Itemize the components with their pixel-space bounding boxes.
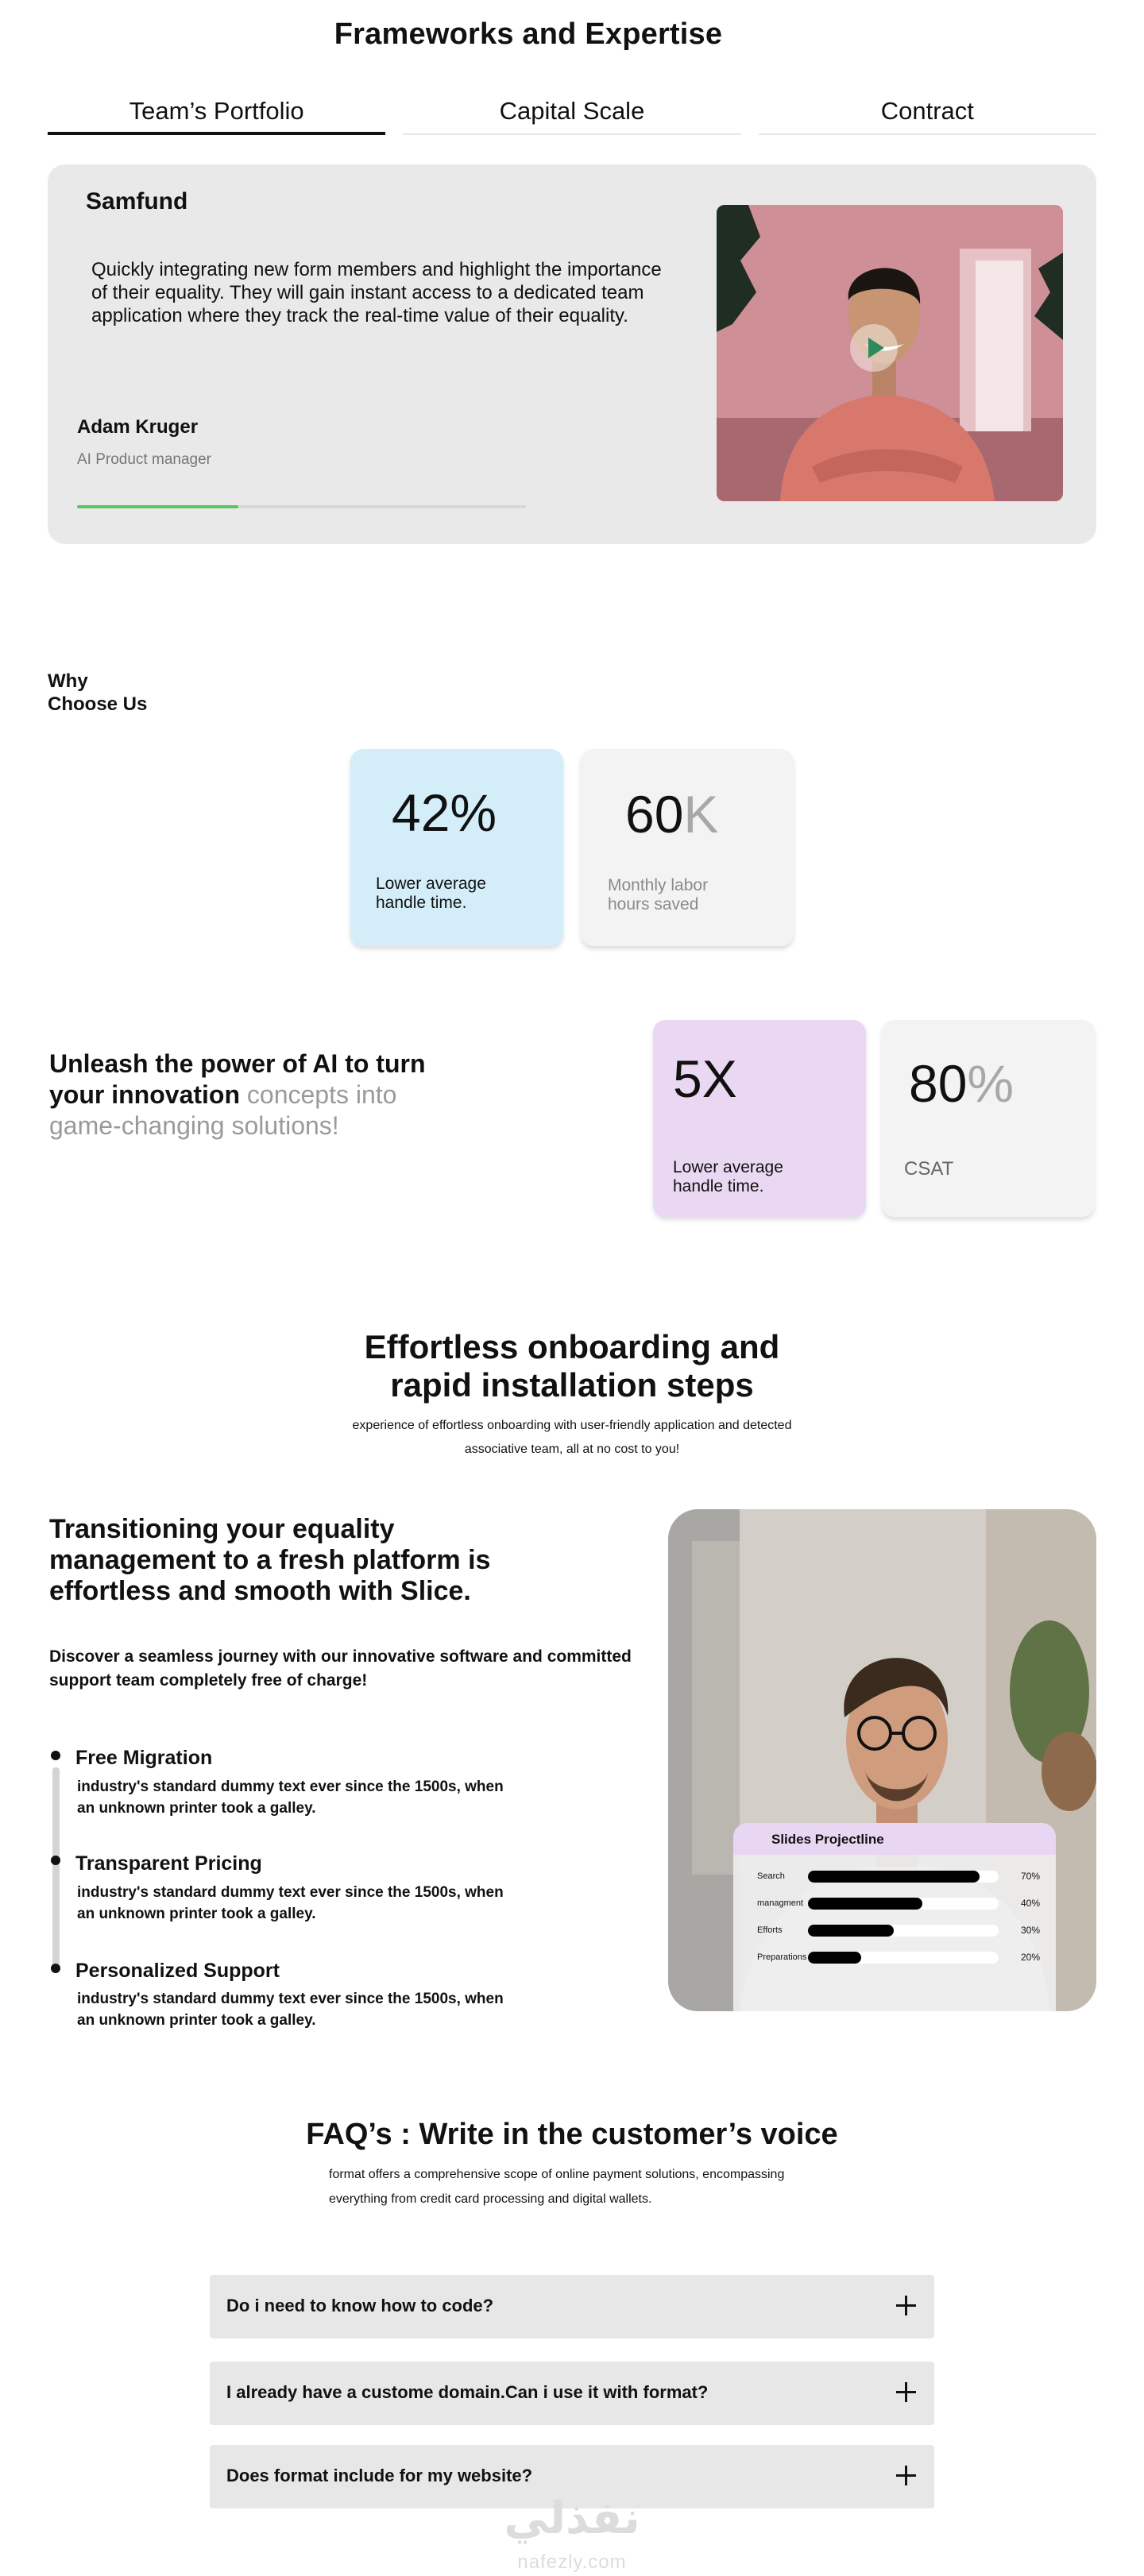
company-name: Samfund <box>86 188 188 214</box>
plus-icon[interactable] <box>895 2381 917 2403</box>
slide-progress-fill <box>77 505 238 508</box>
faq-question: Does format include for my website? <box>226 2466 533 2485</box>
slides-row-percent: 30% <box>1021 1925 1041 1936</box>
faq-item[interactable] <box>210 2362 934 2425</box>
slides-row-track <box>808 1871 999 1883</box>
feature-title: Transparent Pricing <box>75 1852 262 1875</box>
stat-description: Lower average handle time. <box>673 1158 783 1195</box>
stat-card-csat <box>882 1020 1095 1217</box>
stat-value: 60K <box>625 785 719 844</box>
faq-subtitle: format offers a comprehensive scope of online payment solutions, encompassing everything from credit card processing and digital wallets. <box>329 2168 785 2206</box>
testimonial-video[interactable] <box>717 205 1063 501</box>
tab-teams-portfolio[interactable]: Team’s Portfolio <box>48 94 385 135</box>
slides-row-label: Preparations <box>757 1952 807 1962</box>
team-member-photo <box>668 1509 1096 2011</box>
slides-row-track <box>808 1952 999 1964</box>
timeline-dot <box>51 1751 60 1760</box>
portfolio-card <box>48 164 1096 544</box>
onboarding-subtitle: experience of effortless onboarding with user-friendly application and detected associative team, all at no cost to you! <box>352 1419 792 1456</box>
stat-card-labor-hours <box>581 749 794 946</box>
slides-row-percent: 40% <box>1021 1898 1041 1909</box>
feature-title: Free Migration <box>75 1747 213 1769</box>
slides-row-fill <box>808 1952 861 1964</box>
why-choose-us-label <box>48 670 147 716</box>
faq-item[interactable] <box>210 2275 934 2338</box>
stat-card-5x <box>653 1020 866 1217</box>
stat-card-handle-time <box>350 749 563 946</box>
watermark-logo: نفذلي <box>504 2493 640 2544</box>
feature-description: industry's standard dummy text ever since the 1500s, when an unknown printer took a galley. <box>77 1778 504 1817</box>
timeline-dot <box>51 1856 60 1865</box>
stat-value: 80% <box>909 1054 1015 1113</box>
onboarding-title <box>0 1328 1144 1404</box>
timeline-line <box>52 1767 60 1968</box>
slides-card-title: Slides Projectline <box>771 1832 884 1847</box>
faq-question: I already have a custome domain.Can i use it with format? <box>226 2382 709 2402</box>
slides-row-label: managment <box>757 1898 804 1908</box>
person-name: Adam Kruger <box>77 416 199 438</box>
plus-icon[interactable] <box>895 2464 917 2486</box>
slides-projectline-card <box>733 1823 1056 2011</box>
person-role: AI Product manager <box>77 451 211 468</box>
transition-description: Discover a seamless journey with our innovative software and committed support team completely free of charge! <box>49 1647 632 1690</box>
slides-row-fill <box>808 1871 980 1883</box>
stat-value: 42% <box>392 783 497 842</box>
slides-row-track <box>808 1898 999 1910</box>
feature-description: industry's standard dummy text ever since the 1500s, when an unknown printer took a galley. <box>77 1884 504 1922</box>
stat-value: 5X <box>673 1049 737 1108</box>
tab-capital-scale[interactable]: Capital Scale <box>403 94 740 135</box>
timeline-dot <box>51 1964 60 1973</box>
why-label-line2: Choose Us <box>48 693 148 715</box>
slides-row-percent: 70% <box>1021 1871 1041 1882</box>
testimonial-quote: Quickly integrating new form members and highlight the importance of their equality. They will gain instant access to a dedicated team application where they track the real-time value of their equality. <box>91 259 662 326</box>
slides-row-fill <box>808 1925 894 1937</box>
stat-description: Lower average handle time. <box>376 875 486 912</box>
page-title: Frameworks and Expertise <box>334 17 723 51</box>
feature-description: industry's standard dummy text ever since the 1500s, when an unknown printer took a galley. <box>77 1991 504 2029</box>
faq-question: Do i need to know how to code? <box>226 2296 494 2315</box>
slides-row-label: Efforts <box>757 1925 783 1935</box>
play-icon[interactable] <box>850 324 898 372</box>
transition-heading: Transitioning your equality management to a fresh platform is effortless and smooth with Slice. <box>49 1514 491 1606</box>
tab-contract[interactable]: Contract <box>759 94 1096 135</box>
stat-description: Monthly labor hours saved <box>608 876 709 913</box>
feature-title: Personalized Support <box>75 1960 280 1982</box>
tab-bar <box>48 94 1096 135</box>
slide-progress-bar <box>77 505 526 508</box>
faq-title: FAQ’s : Write in the customer’s voice <box>306 2118 838 2151</box>
slides-row-track <box>808 1925 999 1937</box>
slides-row-label: Search <box>757 1871 785 1881</box>
onboarding-title-line1: Effortless onboarding and <box>364 1328 780 1365</box>
why-label-line1: Why <box>48 670 88 692</box>
watermark-url: nafezly.com <box>517 2551 627 2573</box>
onboarding-title-line2: rapid installation steps <box>390 1366 754 1404</box>
stat-description: CSAT <box>904 1158 954 1180</box>
plus-icon[interactable] <box>895 2294 917 2316</box>
slides-row-fill <box>808 1898 922 1910</box>
power-ai-heading: Unleash the power of AI to turn your innovation concepts into game-changing solutions! <box>49 1049 426 1140</box>
slides-row-percent: 20% <box>1021 1952 1041 1963</box>
